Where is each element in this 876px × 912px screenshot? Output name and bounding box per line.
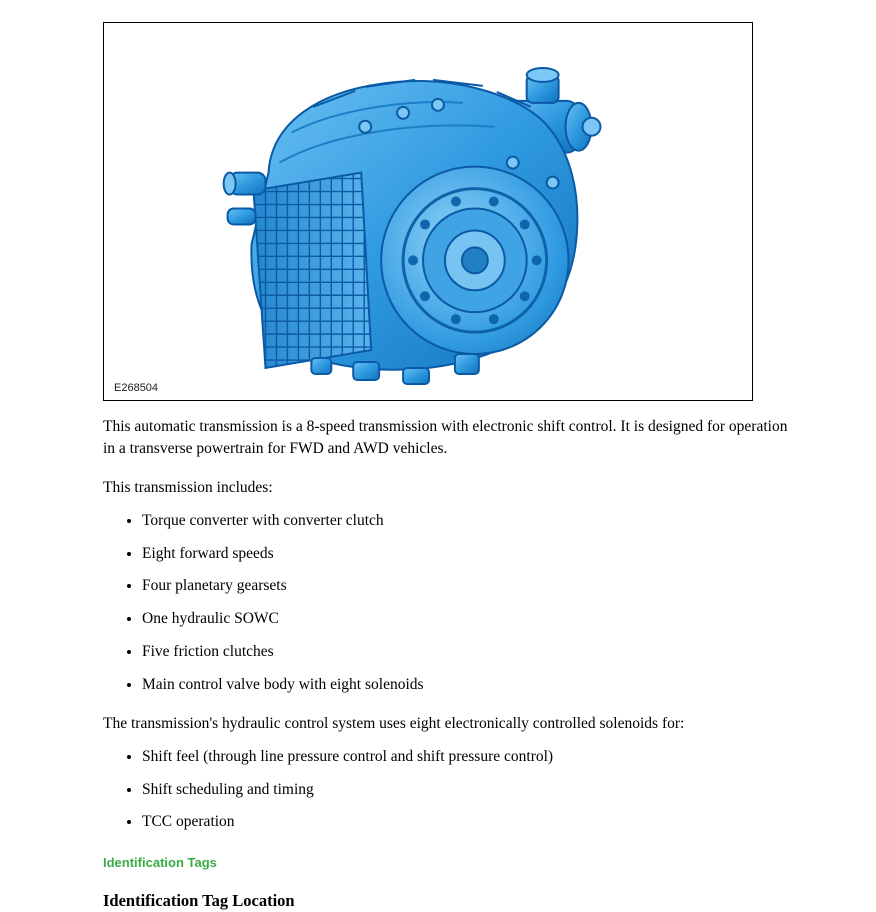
figure-label: E268504 [114,382,159,394]
list-item: • Four planetary gearsets [142,575,793,597]
intro-paragraph: This automatic transmission is a 8-speed transmission with electronic shift control. It is designed for operation in a transverse powertrain for FWD and AWD vehicles. [103,418,788,457]
list-item: • Eight forward speeds [142,543,793,565]
article-body [103,416,793,912]
figure-frame [103,22,753,401]
list-item: • Shift scheduling and timing [142,779,793,801]
list-item: • Main control valve body with eight solenoids [142,674,793,696]
list-item: • One hydraulic SOWC [142,608,793,630]
list-item: • Shift feel (through line pressure control and shift pressure control) [142,746,793,768]
list-item: • Torque converter with converter clutch [142,510,793,532]
includes-intro-paragraph: This transmission includes: [103,479,273,497]
section-heading-identification-tags: Identification Tags [103,854,217,870]
includes-list [103,510,793,695]
subsection-heading-identification-tag-location: Identification Tag Location [103,891,295,911]
list-item: • Five friction clutches [142,641,793,663]
solenoids-list [103,746,793,833]
transmission-illustration [104,23,752,400]
list-item: • TCC operation [142,811,793,833]
solenoids-intro-paragraph: The transmission's hydraulic control system uses eight electronically controlled solenoids for: [103,715,685,733]
